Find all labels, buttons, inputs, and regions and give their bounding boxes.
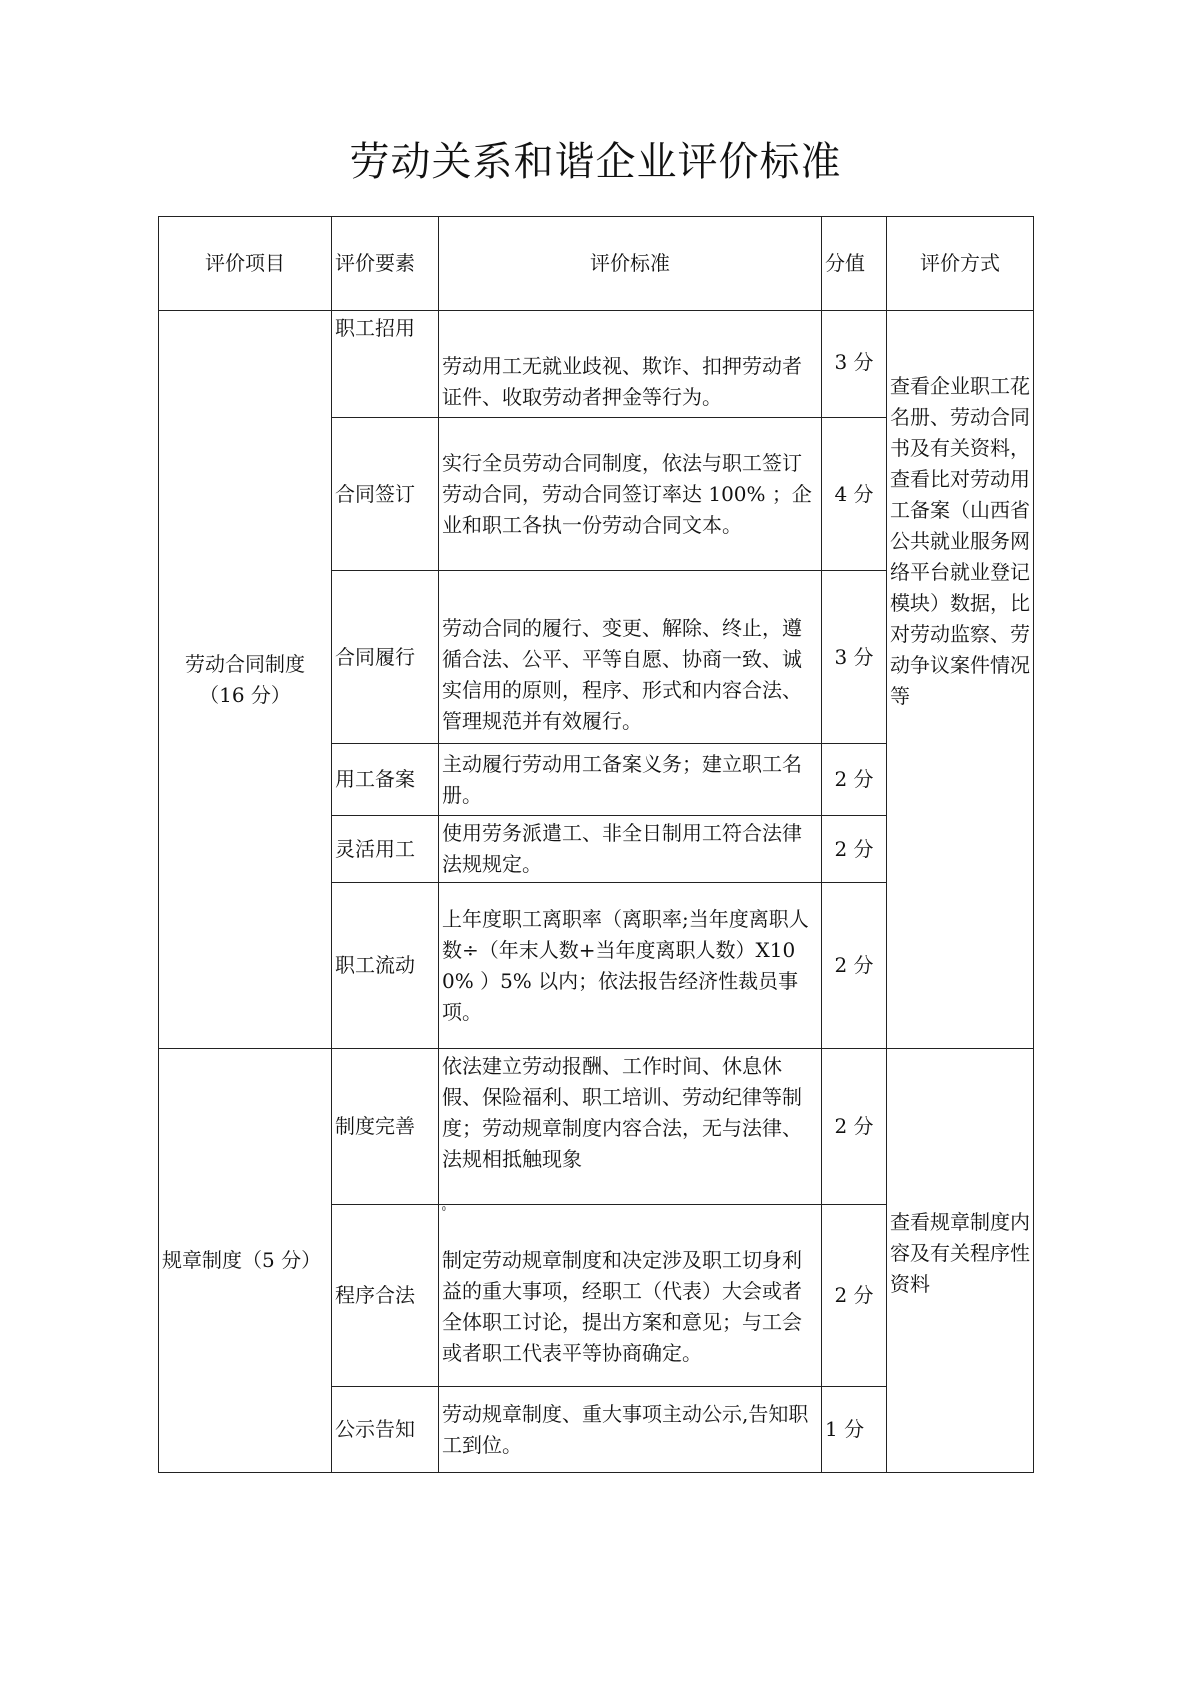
row-standard: 实行全员劳动合同制度，依法与职工签订劳动合同，劳动合同签订率达 100% ；企业和职工各执一份劳动合同文本。	[439, 418, 822, 571]
row-score: 2 分	[822, 816, 887, 883]
row-element: 公示告知	[332, 1387, 439, 1473]
row-standard: 主动履行劳动用工备案义务；建立职工名册。	[439, 744, 822, 816]
table-row	[159, 1049, 1034, 1205]
row-element: 用工备案	[332, 744, 439, 816]
row-element: 职工流动	[332, 883, 439, 1049]
row-element: 制度完善	[332, 1049, 439, 1205]
row-element: 程序合法	[332, 1205, 439, 1387]
header-item: 评价项目	[159, 217, 332, 311]
section-method-contract: 查看企业职工花名册、劳动合同书及有关资料，查看比对劳动用工备案（山西省公共就业服务网络平台就业登记模块）数据，比对劳动监察、劳动争议案件情况等	[887, 311, 1034, 1049]
section-method-rules: 查看规章制度内容及有关程序性资料	[887, 1049, 1034, 1473]
row-score: 3 分	[822, 311, 887, 418]
small-note-mark: 0	[442, 1206, 446, 1213]
row-element: 灵活用工	[332, 816, 439, 883]
section-item-contract	[159, 311, 332, 1049]
row-score: 1 分	[822, 1387, 887, 1473]
document-title: 劳动关系和谐企业评价标准	[349, 139, 842, 185]
row-standard-cell	[439, 1205, 822, 1387]
row-standard: 劳动合同的履行、变更、解除、终止，遵循合法、公平、平等自愿、协商一致、诚实信用的原则，程序、形式和内容合法、管理规范并有效履行。	[439, 571, 822, 744]
section-item-text: 劳动合同制度 （16 分）	[185, 651, 305, 707]
header-element: 评价要素	[332, 217, 439, 311]
row-standard: 劳动用工无就业歧视、欺诈、扣押劳动者证件、收取劳动者押金等行为。	[439, 311, 822, 418]
row-score: 2 分	[822, 744, 887, 816]
row-standard: 依法建立劳动报酬、工作时间、休息休假、保险福利、职工培训、劳动纪律等制度；劳动规章制度内容合法，无与法律、法规相抵触现象	[439, 1049, 822, 1205]
row-standard: 使用劳务派遣工、非全日制用工符合法律法规规定。	[439, 816, 822, 883]
row-standard: 上年度职工离职率（离职率;当年度离职人数÷（年末人数+当年度离职人数）X100% ）5% 以内；依法报告经济性裁员事项。	[439, 883, 822, 1049]
header-standard: 评价标准	[439, 217, 822, 311]
row-element: 合同履行	[332, 571, 439, 744]
row-standard: 制定劳动规章制度和决定涉及职工切身利益的重大事项，经职工（代表）大会或者全体职工讨论，提出方案和意见；与工会或者职工代表平等协商确定。	[442, 1248, 802, 1365]
section-item-rules: 规章制度（5 分）	[159, 1049, 332, 1473]
row-score: 2 分	[822, 1049, 887, 1205]
row-score: 4 分	[822, 418, 887, 571]
table-header-row	[159, 217, 1034, 311]
header-method: 评价方式	[887, 217, 1034, 311]
row-element: 职工招用	[332, 311, 439, 418]
row-score: 3 分	[822, 571, 887, 744]
header-score: 分值	[822, 217, 887, 311]
row-element: 合同签订	[332, 418, 439, 571]
row-score: 2 分	[822, 1205, 887, 1387]
row-score: 2 分	[822, 883, 887, 1049]
evaluation-table	[158, 216, 1034, 1473]
table-row	[159, 311, 1034, 418]
row-standard: 劳动规章制度、重大事项主动公示,告知职工到位。	[439, 1387, 822, 1473]
